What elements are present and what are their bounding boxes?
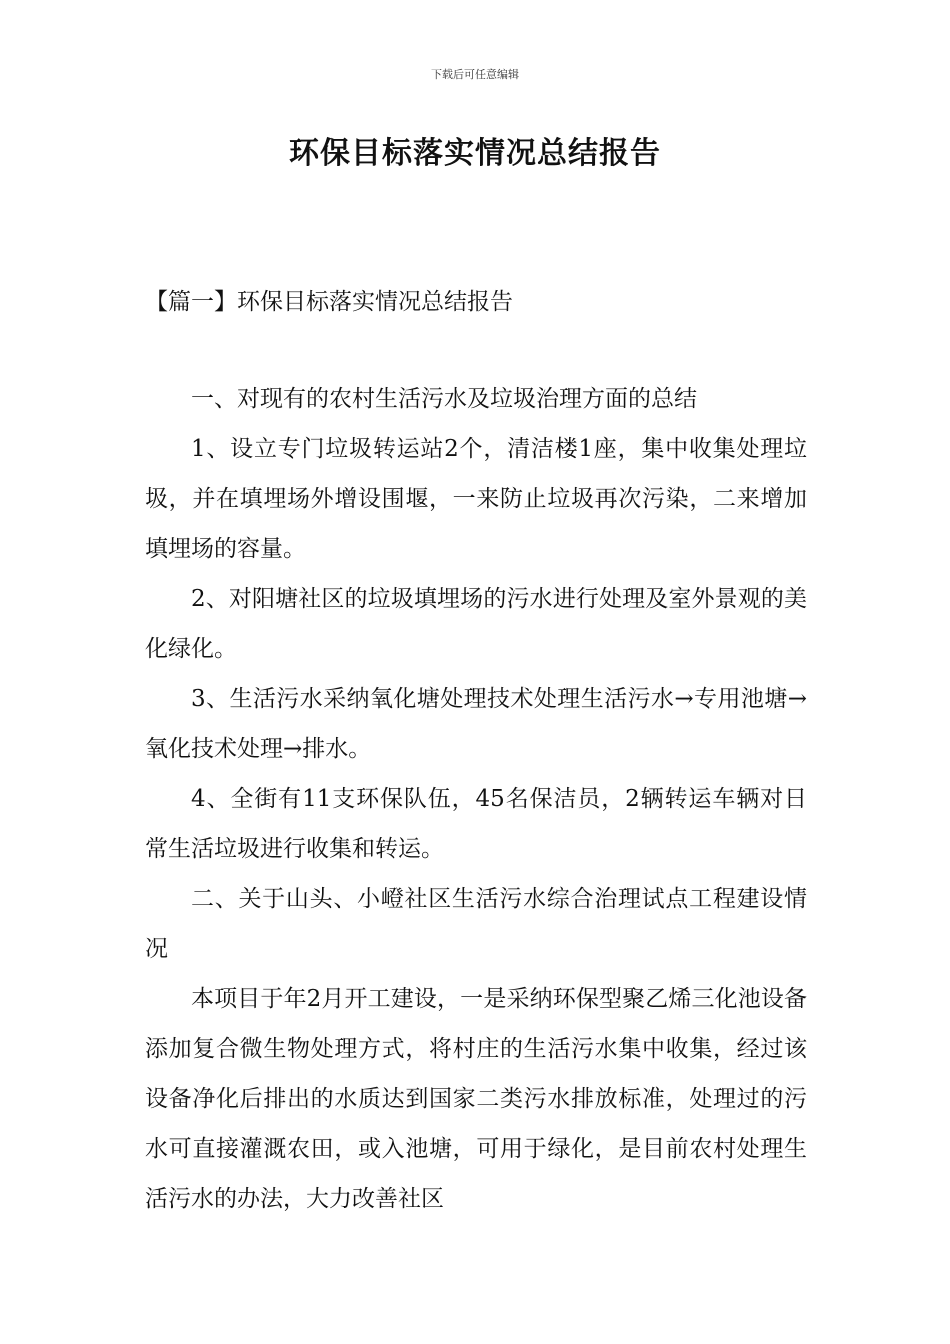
paragraph-item-4: 4、全街有11支环保队伍，45名保洁员，2辆转运车辆对日常生活垃圾进行收集和转运。 xyxy=(145,786,807,862)
paragraph-heading-1: 一、对现有的农村生活污水及垃圾治理方面的总结 xyxy=(191,386,697,412)
paragraph-heading-2: 二、关于山头、小嶝社区生活污水综合治理试点工程建设情况 xyxy=(145,886,807,962)
document-title: 环保目标落实情况总结报告 xyxy=(289,136,661,171)
document-body xyxy=(145,374,807,1224)
section-title: 【篇一】环保目标落实情况总结报告 xyxy=(145,289,513,315)
paragraph-item-3: 3、生活污水采纳氧化塘处理技术处理生活污水→专用池塘→氧化技术处理→排水。 xyxy=(145,686,807,762)
paragraph-item-1: 1、设立专门垃圾转运站2个，清洁楼1座，集中收集处理垃圾，并在填埋场外增设围堰，一来防止垃圾再次污染，二来增加填埋场的容量。 xyxy=(145,436,807,562)
header-note: 下载后可任意编辑 xyxy=(431,68,519,81)
paragraph-project: 本项目于年2月开工建设，一是采纳环保型聚乙烯三化池设备添加复合微生物处理方式，将村庄的生活污水集中收集，经过该设备净化后排出的水质达到国家二类污水排放标准，处理过的污水可直接灌溉农田，或入池塘，可用于绿化，是目前农村处理生活污水的办法，大力改善社区 xyxy=(145,986,807,1212)
paragraph-item-2: 2、对阳塘社区的垃圾填埋场的污水进行处理及室外景观的美化绿化。 xyxy=(145,586,807,662)
